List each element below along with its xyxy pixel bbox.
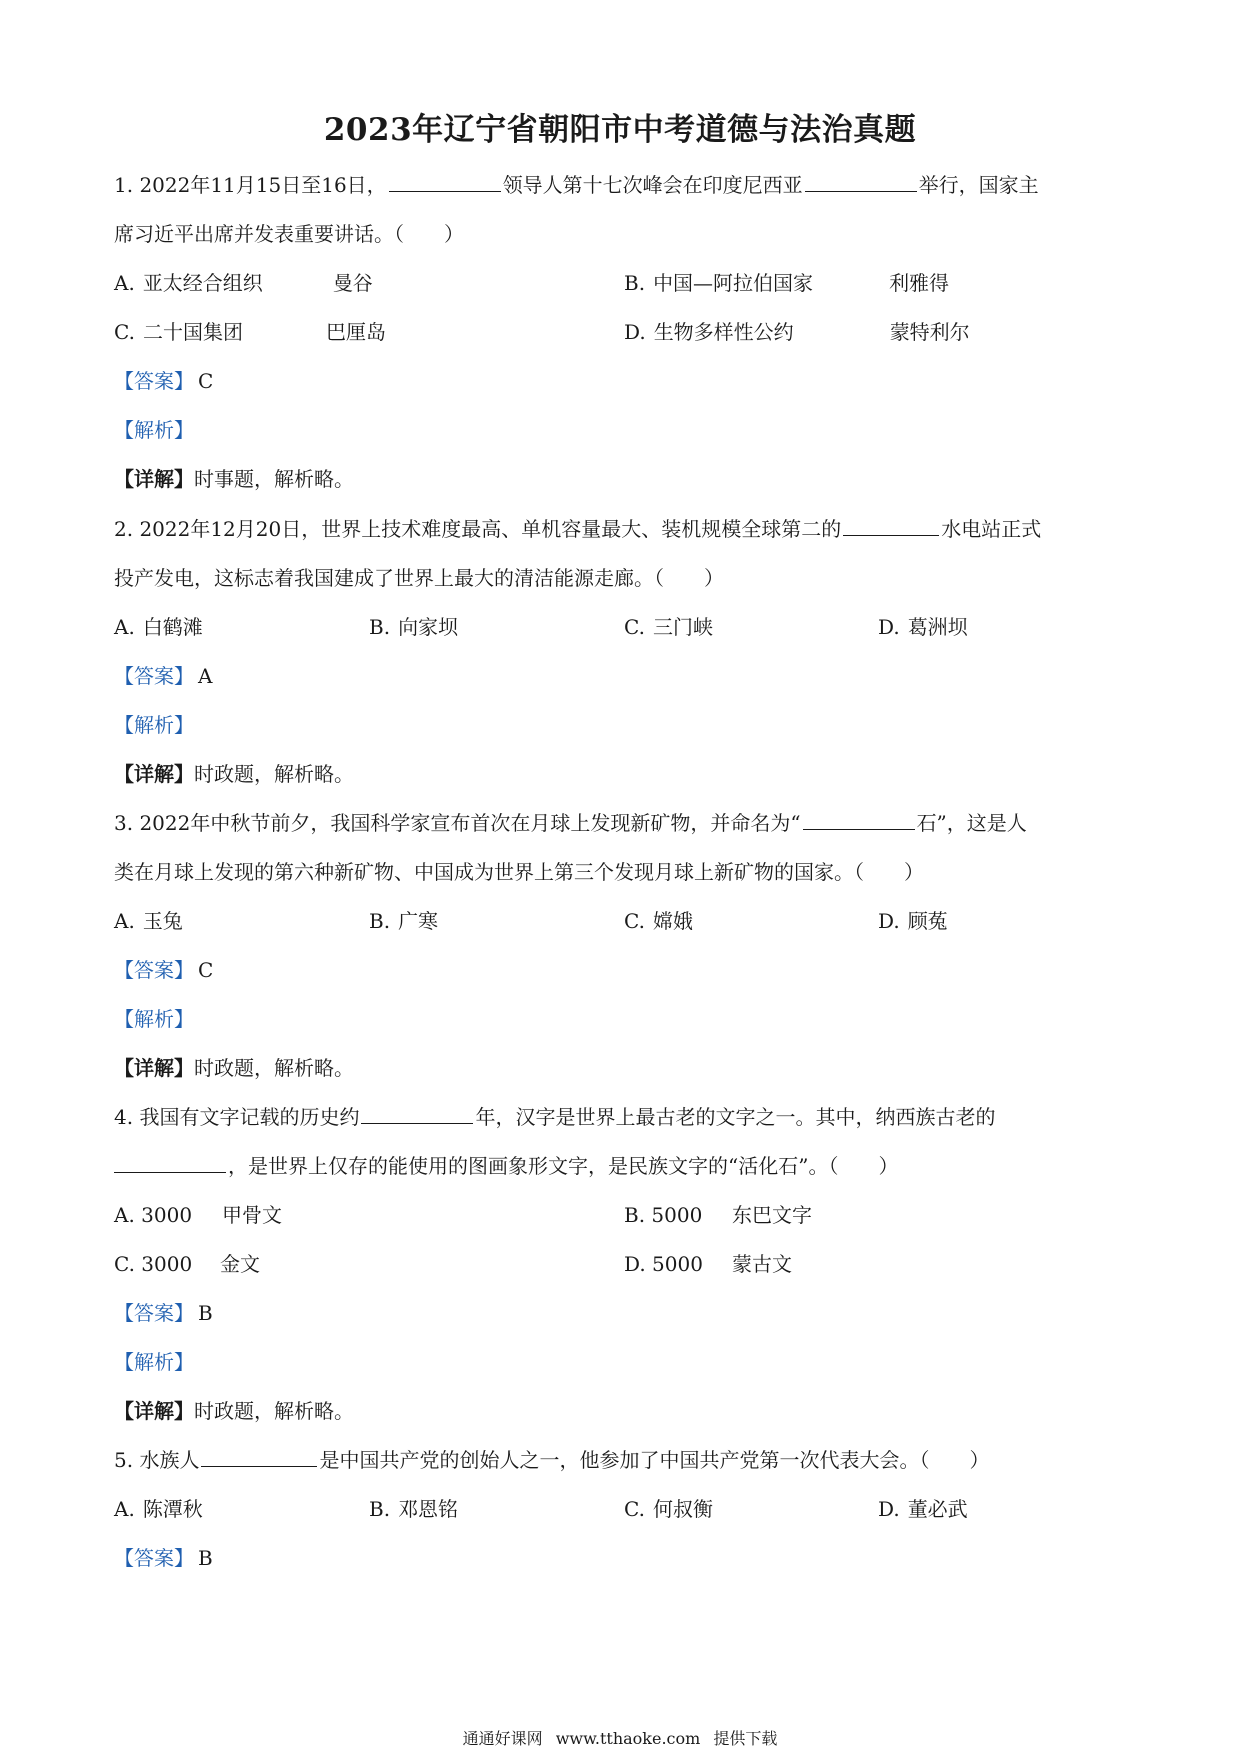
- detail-line: 【详解】时政题，解析略。: [114, 762, 354, 786]
- answer-line: 【答案】 C: [114, 958, 214, 982]
- blank: [201, 1448, 317, 1467]
- option-c: C. 三门峡: [624, 615, 713, 639]
- analysis-line: 【解析】: [114, 1007, 194, 1031]
- analysis-line: 【解析】: [114, 418, 194, 442]
- analysis-line: 【解析】: [114, 713, 194, 737]
- question-2-line-1: 2. 2022年12月20日，世界上技术难度最高、单机容量最大、装机规模全球第二的 水电站正式: [114, 517, 1042, 541]
- option-a: A. 陈潭秋: [114, 1497, 203, 1521]
- option-c: C. 二十国集团 巴厘岛: [114, 320, 386, 344]
- option-d: D. 生物多样性公约 蒙特利尔: [624, 320, 970, 344]
- analysis-line: 【解析】: [114, 1350, 194, 1374]
- option-b: B. 广寒: [369, 909, 439, 933]
- question-3-line-2: 类在月球上发现的第六种新矿物、中国成为世界上第三个发现月球上新矿物的国家。（ ）: [114, 860, 924, 884]
- question-4-line-1: 4. 我国有文字记载的历史约 年，汉字是世界上最古老的文字之一。其中，纳西族古老的: [114, 1105, 996, 1129]
- page-title: 2023年辽宁省朝阳市中考道德与法治真题: [323, 112, 917, 148]
- detail-line: 【详解】时政题，解析略。: [114, 1056, 354, 1080]
- question-1-line-1: 1. 2022年11月15日至16日， 领导人第十七次峰会在印度尼西亚 举行，国家主: [114, 173, 1039, 197]
- detail-line: 【详解】时政题，解析略。: [114, 1399, 354, 1423]
- blank-1: [389, 173, 501, 192]
- option-a: A. 玉兔: [114, 909, 183, 933]
- option-d: D. 葛洲坝: [878, 615, 968, 639]
- blank: [361, 1105, 473, 1124]
- option-b: B. 中国—阿拉伯国家 利雅得: [624, 271, 950, 295]
- option-d: D. 5000 蒙古文: [624, 1252, 792, 1276]
- option-b: B. 5000 东巴文字: [624, 1203, 812, 1227]
- option-a: A. 3000 甲骨文: [114, 1203, 282, 1227]
- blank: [114, 1154, 226, 1173]
- answer-line: 【答案】 A: [114, 664, 213, 688]
- answer-line: 【答案】 B: [114, 1546, 213, 1570]
- detail-line: 【详解】时事题，解析略。: [114, 467, 354, 491]
- option-d: D. 董必武: [878, 1497, 968, 1521]
- question-2-line-2: 投产发电，这标志着我国建成了世界上最大的清洁能源走廊。（ ）: [114, 566, 724, 590]
- question-1-line-2: 席习近平出席并发表重要讲话。（ ）: [114, 222, 464, 246]
- option-a: A. 亚太经合组织 曼谷: [114, 271, 373, 295]
- option-c: C. 3000 金文: [114, 1252, 260, 1276]
- blank-2: [805, 173, 917, 192]
- option-b: B. 邓恩铭: [369, 1497, 459, 1521]
- answer-line: 【答案】 C: [114, 369, 214, 393]
- blank: [843, 517, 939, 536]
- answer-line: 【答案】 B: [114, 1301, 213, 1325]
- footer-url[interactable]: www.tthaoke.com: [555, 1729, 701, 1748]
- blank: [803, 811, 915, 830]
- question-5-line-1: 5. 水族人 是中国共产党的创始人之一，他参加了中国共产党第一次代表大会。（ ）: [114, 1448, 990, 1472]
- option-d: D. 顾菟: [878, 909, 948, 933]
- footer-site: 通通好课网: [462, 1729, 543, 1748]
- page-footer: [0, 1726, 1240, 1749]
- option-c: C. 嫦娥: [624, 909, 693, 933]
- footer-suffix: 提供下载: [713, 1729, 778, 1748]
- option-c: C. 何叔衡: [624, 1497, 713, 1521]
- option-a: A. 白鹤滩: [114, 615, 203, 639]
- option-b: B. 向家坝: [369, 615, 459, 639]
- question-3-line-1: 3. 2022年中秋节前夕，我国科学家宣布首次在月球上发现新矿物，并命名为“ 石”，这是人: [114, 811, 1027, 835]
- question-4-line-2: ，是世界上仅存的能使用的图画象形文字，是民族文字的“活化石”。（ ）: [114, 1153, 898, 1179]
